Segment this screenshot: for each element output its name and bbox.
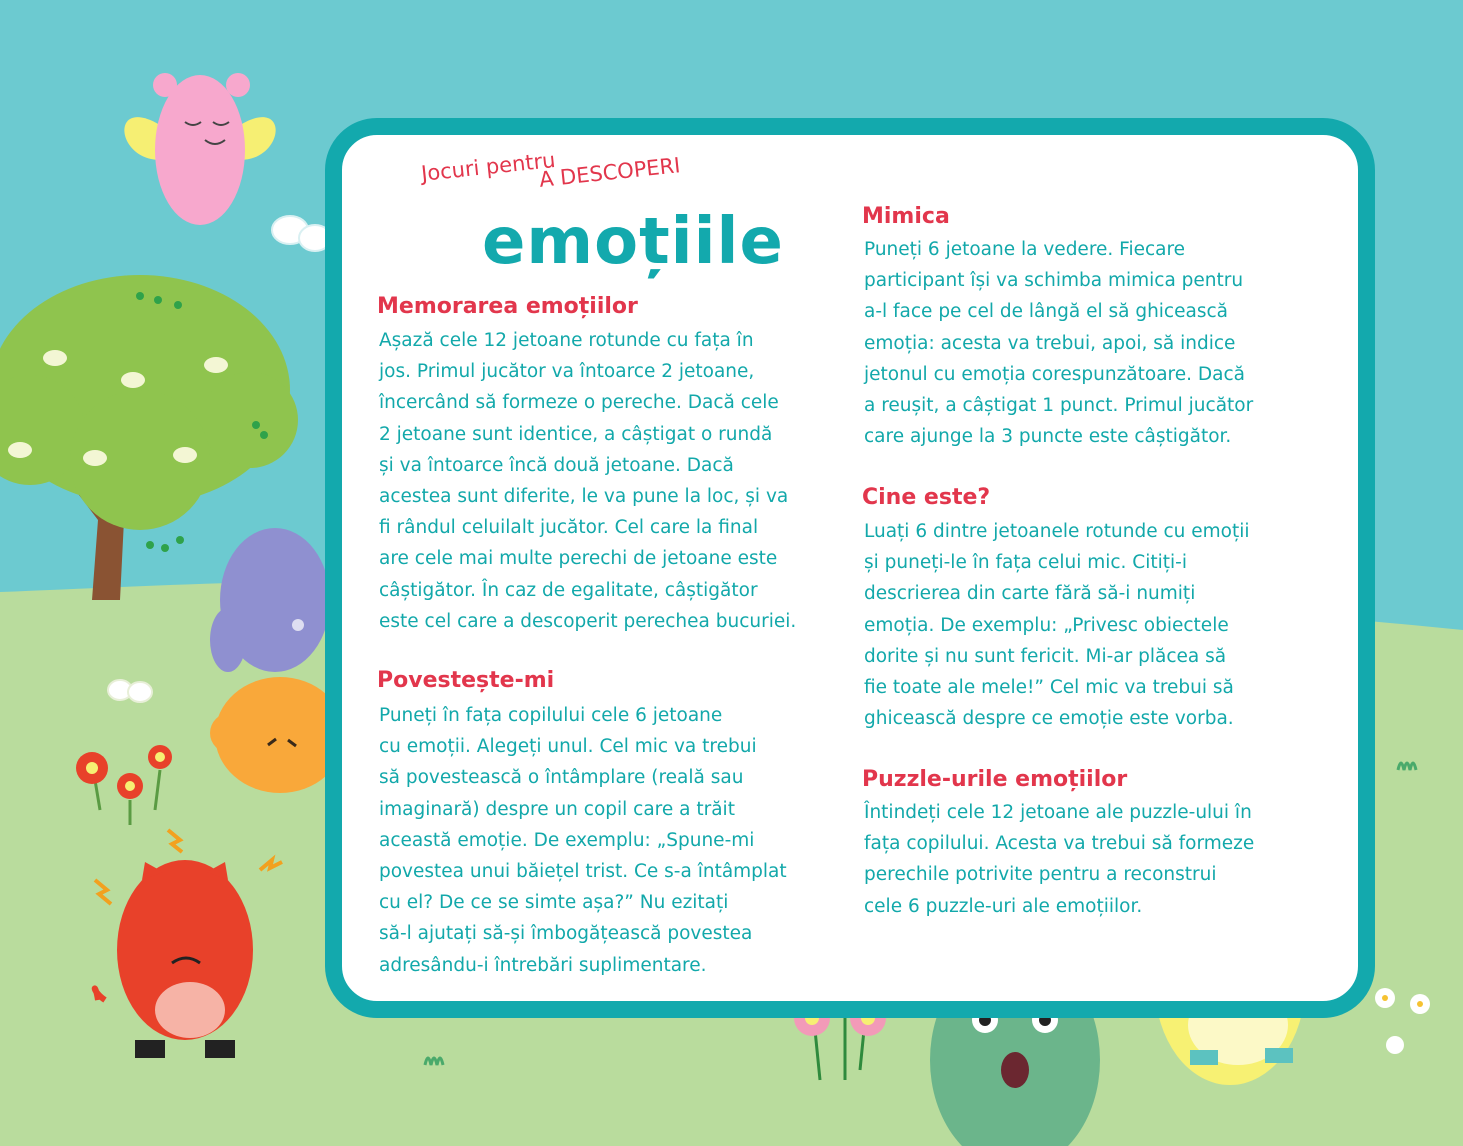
section-heading-povesteste: Povestește-mi [377,668,555,693]
section-body-povesteste: Puneți în fața copilului cele 6 jetoane cu emoții. Alegeți unul. Cel mic va trebui să povestească o întâmplare (reală sau imaginară) despre un copil care a trăit această emoție. De exemplu: „Spune-mi povestea unui băiețel trist. Ce s-a întâmplat cu el? De ce se simte așa?” Nu ezitați să-l ajutați să-și îmbogățească povestea adresându-i întrebări suplimentare. [379,705,787,976]
butterfly-left [108,680,152,702]
page-title: emoțiile [482,205,784,279]
section-body-mimica: Puneți 6 jetoane la vedere. Fiecare participant își va schimba mimica pentru a-l face pe cel de lângă el să ghicească emoția: acesta va trebui, apoi, să indice jetonul cu emoția corespunzătoare. Dacă a reușit, a câștigat 1 punct. Primul jucător care ajunge la 3 puncte este câștigător. [864,239,1254,448]
pink-creature [124,73,275,225]
kicker-line1: Jocuri pentru [420,147,557,186]
section-heading-puzzle: Puzzle-urile emoțiilor [862,767,1128,792]
section-heading-memorarea: Memorarea emoțiilor [377,294,638,319]
section-heading-cine-este: Cine este? [862,485,991,510]
section-body-memorarea: Așază cele 12 jetoane rotunde cu fața în jos. Primul jucător va întoarce 2 jetoane, încercând să formeze o pereche. Dacă cele 2 jetoane sunt identice, a câștigat o rundă și va întoarce încă două jetoane. Dacă acestea sunt diferite, le va pune la loc, și va fi rândul celuilalt jucător. Cel care la final are cele mai multe perechi de jetoane este câștigător. În caz de egalitate, câștigător este cel care a descoperit perechea bucuriei. [379,330,797,632]
butterfly-top [272,216,331,251]
section-body-puzzle: Întindeți cele 12 jetoane ale puzzle-ului în fața copilului. Acesta va trebui să formeze perechile potrivite pentru a reconstrui cele 6 puzzle-uri ale emoțiilor. [864,802,1255,917]
section-body-cine-este: Luați 6 dintre jetoanele rotunde cu emoții și puneți-le în fața celui mic. Citiți-i descrierea din carte fără să-i numiți emoția. De exemplu: „Privesc obiectele dorite și nu sunt fericit. Mi-ar plăcea să fie toate ale mele!” Cel mic va trebui să ghicească despre ce emoție este vorba. [864,521,1250,730]
kicker-line2: A DESCOPERI [538,153,682,192]
section-heading-mimica: Mimica [862,204,950,229]
purple-creature [210,528,330,672]
